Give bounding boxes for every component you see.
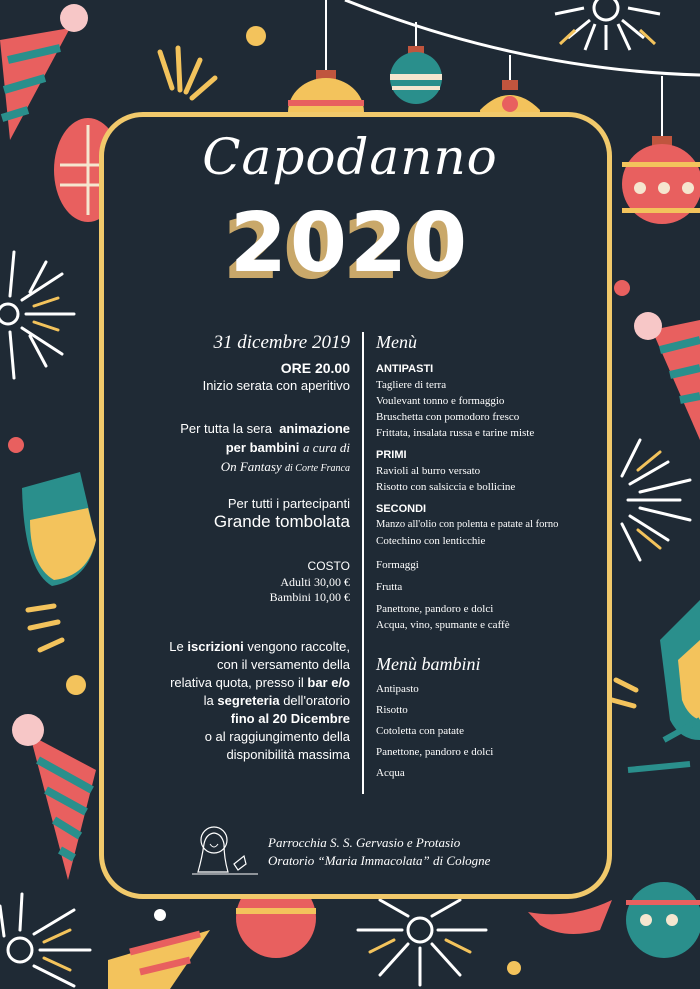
kids-menu-item: Cotoletta con patate	[376, 725, 464, 737]
madonna-logo-icon	[188, 824, 260, 878]
kids-menu-list	[376, 679, 586, 784]
kids-menu-item: Panettone, pandoro e dolci	[376, 746, 494, 758]
glass-right	[628, 600, 700, 770]
cost-adults: Adulti 30,00 €	[280, 575, 350, 589]
registration-info: Le iscrizioni vengono raccolte, con il versamento della relativa quota, presso il bar e/o la segreteria dell'oratorio fino al 20 Dicembre o al raggiungimento della disponibilità massima	[169, 639, 350, 762]
menu-item: Acqua, vino, spumante e caffè	[376, 619, 510, 631]
firework-bottom-left	[0, 894, 90, 986]
menu-section-heading: SECONDI	[376, 503, 427, 515]
menu-item: Panettone, pandoro e dolci	[376, 603, 494, 615]
firework-bottom	[358, 900, 486, 985]
raffle-title: Grande tombolata	[213, 512, 350, 531]
kids-menu-item: Risotto	[376, 704, 408, 716]
menu-section-heading: PRIMI	[376, 449, 407, 461]
event-time: ORE 20.00	[280, 360, 350, 376]
glass-left	[22, 472, 96, 586]
event-date: 31 dicembre 2019	[213, 332, 350, 353]
party-hat-right	[634, 312, 700, 440]
kids-menu-item: Antipasto	[376, 683, 419, 695]
event-start: Inizio serata con aperitivo	[202, 378, 350, 393]
ornament-teal-bottom-right	[626, 882, 700, 958]
menu-item: Manzo all'olio con polenta e patate al forno	[376, 519, 559, 530]
menu-item: Formaggi	[376, 559, 419, 571]
menu-column	[376, 331, 586, 784]
kids-menu-item: Acqua	[376, 767, 405, 779]
cost-kids: Bambini 10,00 €	[269, 590, 350, 604]
menu-item: Cotechino con lenticchie	[376, 535, 486, 547]
firework-right	[622, 440, 690, 560]
party-hat-bottom-left	[12, 714, 96, 880]
raffle-intro: Per tutti i partecipanti	[227, 496, 350, 511]
kids-menu-title: Menù bambini	[376, 654, 481, 674]
parish-name: Parrocchia S. S. Gervasio e Protasio	[268, 835, 461, 850]
party-hat-top-left	[0, 4, 88, 140]
firework-top-right	[555, 0, 660, 50]
animation-line-2: per bambini a cura di	[225, 440, 350, 455]
animation-line-1: Per tutta la sera animazione	[180, 421, 350, 436]
title-capodanno: Capodanno	[202, 128, 498, 186]
menu-item: Frutta	[376, 581, 403, 593]
menu-section-heading: ANTIPASTI	[376, 363, 434, 375]
title-year: 2020	[229, 196, 471, 291]
oratory-name: Oratorio “Maria Immacolata” di Cologne	[268, 853, 491, 868]
cost-title: COSTO	[307, 559, 350, 573]
animation-line-3: On Fantasy di Corte Franca	[220, 459, 350, 474]
column-divider	[362, 332, 364, 794]
menu-item: Tagliere di terra	[376, 379, 447, 391]
ornament-pink-bottom	[528, 900, 612, 934]
menu-item: Bruschetta con pomodoro fresco	[376, 411, 520, 423]
menu-item: Voulevant tonno e formaggio	[376, 395, 505, 407]
menu-item: Risotto con salsiccia e bollicine	[376, 481, 516, 493]
program-column	[150, 332, 350, 764]
footer-text	[268, 834, 490, 870]
menu-item: Ravioli al burro versato	[376, 465, 481, 477]
menu-item: Frittata, insalata russa e tarine miste	[376, 427, 535, 439]
menu-title: Menù	[376, 332, 417, 352]
party-hat-bottom	[108, 930, 210, 989]
ornament-teal-top	[390, 46, 442, 104]
